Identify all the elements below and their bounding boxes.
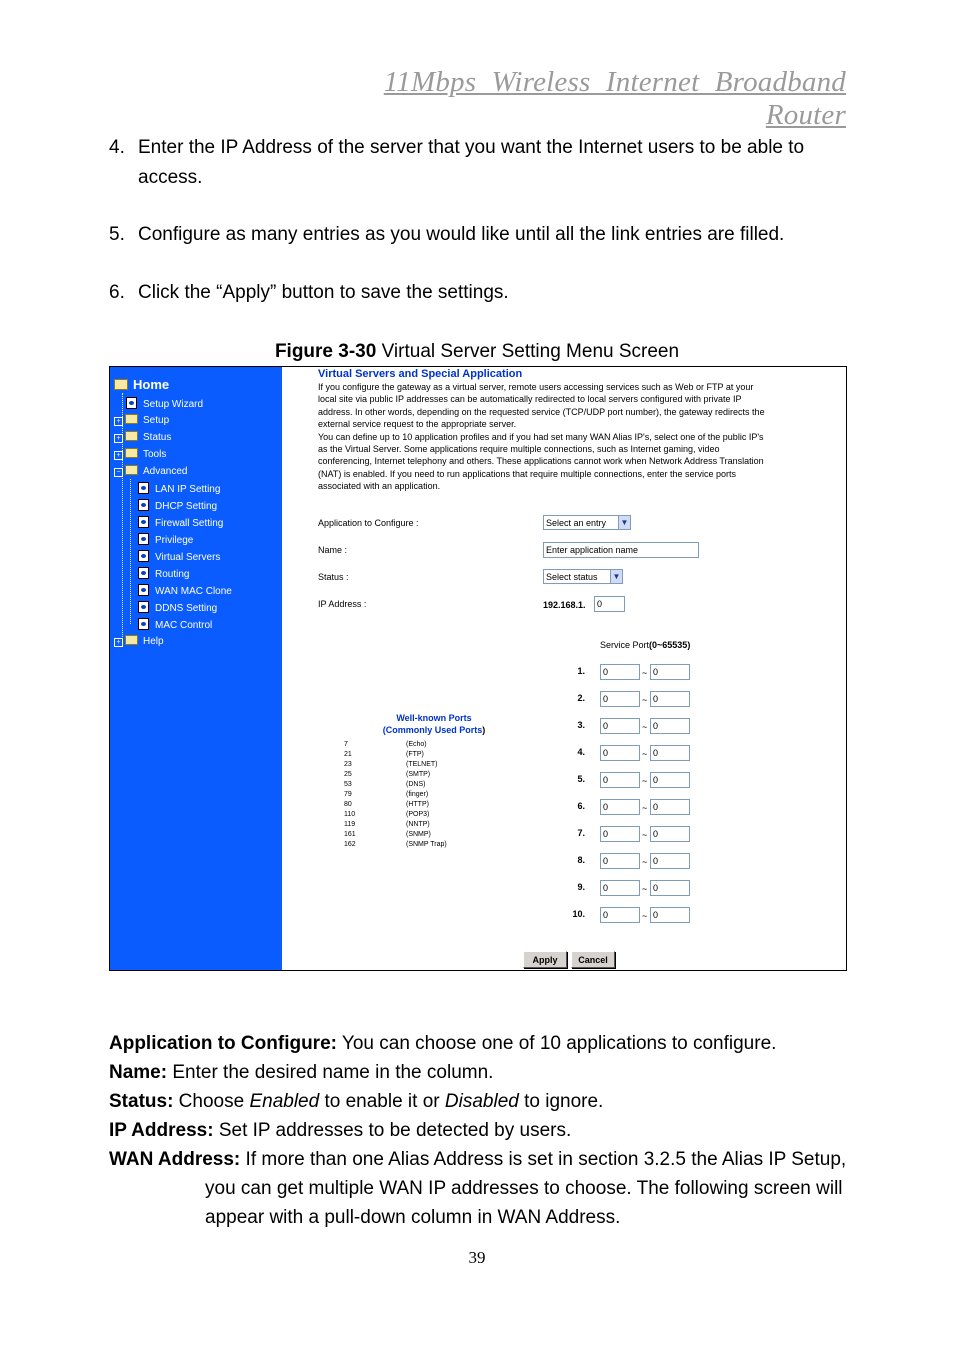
sidebar-item-label: Firewall Setting [155,518,224,529]
well-known-port: 53 [344,781,352,788]
service-port-label: Service Port [600,640,650,650]
sidebar-item-advanced[interactable] [114,465,187,477]
well-known-service: (HTTP) [406,801,429,808]
port-row-number: 3. [577,720,585,730]
desc-term: WAN Address: [109,1149,241,1170]
port-to-input[interactable]: 0 [650,772,690,788]
app-label: Application to Configure : [318,518,419,528]
port-range-tilde: ~ [642,884,648,894]
description-line: If you configure the gateway as a virtual server, remote users accessing services such as Web or FTP at your [318,382,754,392]
name-input[interactable]: Enter application name [543,542,699,558]
port-from-input[interactable]: 0 [600,907,640,923]
sidebar-item-label: Advanced [143,466,188,477]
port-row-number: 5. [577,774,585,784]
desc-ip-address [109,1116,571,1145]
page-icon [138,618,149,630]
step-line: Click the “Apply” button to save the settings. [138,282,509,303]
status-label: Status : [318,572,349,582]
sidebar-item-label: Virtual Servers [155,552,221,563]
port-to-input[interactable]: 0 [650,718,690,734]
desc-name [109,1058,493,1087]
description-line: (NAT) is enabled. If you need to run applications that require multiple connections, enter the service ports [318,468,737,479]
page-icon [138,482,149,494]
step-number: 5. [109,224,125,245]
folder-icon [125,448,138,458]
sidebar-item-lan-ip-setting[interactable] [138,482,220,495]
apply-button[interactable]: Apply [523,951,567,968]
page-icon [138,533,149,545]
sidebar-item-setup-wizard[interactable] [126,397,203,410]
sidebar-item-label: DDNS Setting [155,603,218,614]
sidebar-item-mac-control[interactable] [138,618,212,631]
sidebar-home-label: Home [133,377,170,392]
well-known-port: 119 [344,821,356,828]
description-line: You can define up to 10 application profiles and if you had set many WAN Alias IP's, select one of the public IP's [318,431,764,442]
ip-label: IP Address : [318,599,367,609]
step-number: 4. [109,137,125,158]
well-known-subheading-close: ) [482,725,486,735]
step-5 [109,220,838,250]
port-to-input[interactable]: 0 [650,691,690,707]
port-from-input[interactable]: 0 [600,880,640,896]
sidebar-home[interactable] [114,377,169,392]
ip-prefix: 192.168.1. [543,600,586,610]
figure-label: Figure 3-30 [274,341,377,362]
sidebar-item-label: Privilege [155,535,194,546]
sidebar-item-routing[interactable] [138,567,189,580]
sidebar-item-virtual-servers[interactable] [138,550,220,563]
step-number: 6. [109,282,125,303]
desc-em: Enabled [249,1091,320,1112]
port-row-number: 4. [577,747,585,757]
sidebar-item-setup[interactable] [114,414,169,426]
sidebar-item-ddns-setting[interactable] [138,601,217,614]
page-icon [138,601,149,613]
desc-term: Status: [109,1091,174,1112]
chevron-down-icon: ▼ [610,570,622,583]
service-port-range: (0~65535) [649,640,691,650]
description-line: address. In other words, depending on the requested service (TCP/UDP port number), the gateway redirects the [318,406,765,417]
desc-wan-address [109,1145,846,1174]
page-icon [138,550,149,562]
description-line: external service request to the appropriate server. [318,419,517,430]
page-description [318,381,826,493]
step-line: access. [138,167,203,188]
port-from-input[interactable]: 0 [600,772,640,788]
port-to-input[interactable]: 0 [650,907,690,923]
ip-last-octet-input[interactable]: 0 [594,596,625,612]
page-number: 39 [468,1248,486,1267]
description-line: as the Virtual Server. Some applications require multiple connections, such as Internet gaming, video [318,444,720,455]
well-known-title [364,712,504,736]
desc-text: Enter the desired name in the column. [167,1062,494,1083]
well-known-port: 110 [344,811,356,818]
desc-term: Name: [109,1062,168,1083]
page-icon [138,567,149,579]
port-row-number: 10. [572,909,585,919]
port-row-number: 8. [577,855,585,865]
step-4 [109,133,838,193]
sidebar-item-status[interactable] [114,431,171,443]
port-to-input[interactable]: 0 [650,664,690,680]
description-line: associated with an application. [318,481,441,492]
port-row-number: 2. [577,693,585,703]
tree-line [130,479,131,624]
sidebar-item-dhcp-setting[interactable] [138,499,217,512]
port-range-tilde: ~ [642,776,648,786]
well-known-port: 25 [344,771,352,778]
step-6 [109,278,838,308]
well-known-port: 162 [344,841,356,848]
well-known-heading: Well-known Ports [396,713,472,723]
port-from-input[interactable]: 0 [600,664,640,680]
port-from-input[interactable]: 0 [600,853,640,869]
page-title: Virtual Servers and Special Application [318,368,523,380]
port-range-tilde: ~ [642,830,648,840]
port-to-input[interactable]: 0 [650,745,690,761]
well-known-service: (finger) [406,791,429,798]
port-range-tilde: ~ [642,695,648,705]
well-known-service: (FTP) [406,751,424,758]
port-from-input[interactable]: 0 [600,718,640,734]
port-from-input[interactable]: 0 [600,799,640,815]
port-range-tilde: ~ [642,911,648,921]
port-from-input[interactable]: 0 [600,691,640,707]
desc-em: Disabled [444,1091,519,1112]
name-label: Name : [318,545,348,555]
folder-icon [125,414,138,424]
desc-text: to ignore. [518,1091,604,1112]
desc-application [109,1029,776,1058]
folder-icon [125,635,138,645]
sidebar-item-privilege[interactable] [138,533,193,546]
sidebar-item-label: DHCP Setting [155,501,218,512]
port-to-input[interactable]: 0 [650,853,690,869]
status-select[interactable] [543,569,623,584]
well-known-port: 80 [344,801,352,808]
sidebar-item-tools[interactable] [114,448,166,460]
desc-term: Application to Configure: [109,1033,337,1054]
desc-text: You can choose one of 10 applications to configure. [336,1033,777,1054]
well-known-port: 79 [344,791,352,798]
status-select-value: Select status [546,572,598,582]
well-known-service: (SMTP) [406,771,431,778]
sidebar [110,367,282,970]
well-known-subheading [364,724,504,736]
folder-icon [125,431,138,441]
desc-status [109,1087,603,1116]
well-known-port: 21 [344,751,352,758]
sidebar-item-label: Routing [155,569,190,580]
application-select[interactable] [543,515,631,530]
port-range-tilde: ~ [642,722,648,732]
port-range-tilde: ~ [642,803,648,813]
desc-wan-continuation: appear with a pull-down column in WAN Address. [205,1207,621,1228]
well-known-service: (SNMP Trap) [406,841,447,848]
expand-icon: + [114,451,123,460]
sidebar-item-label: MAC Control [155,620,213,631]
collapse-icon: − [114,468,123,477]
description-line: local site via public IP addresses can be automatically redirected to local servers configured with private IP [318,394,742,405]
chevron-down-icon: ▼ [618,516,630,529]
desc-text: If more than one Alias Address is set in section 3.2.5 the Alias IP Setup, [240,1149,847,1170]
sidebar-item-help[interactable] [114,635,164,647]
folder-icon [114,379,128,390]
tree-line [122,393,123,639]
desc-text: Choose [173,1091,250,1112]
well-known-subheading-text: (Commonly Used Ports [382,725,483,735]
figure-caption [0,341,954,363]
sidebar-item-label: Tools [143,449,167,460]
port-to-input[interactable]: 0 [650,880,690,896]
page-icon [138,584,149,596]
figure-title: Virtual Server Setting Menu Screen [376,341,680,362]
port-to-input[interactable]: 0 [650,826,690,842]
well-known-service: (TELNET) [406,761,438,768]
port-row-number: 1. [577,666,585,676]
step-line: Enter the IP Address of the server that you want the Internet users to be able to [138,137,805,158]
port-row-number: 7. [577,828,585,838]
router-screenshot [109,366,847,971]
well-known-service: (DNS) [406,781,426,788]
service-port-title [600,640,690,650]
sidebar-item-firewall-setting[interactable] [138,516,223,529]
cancel-button[interactable]: Cancel [571,951,615,968]
sidebar-item-label: Setup Wizard [143,399,204,410]
expand-icon: + [114,638,123,647]
well-known-service: (NNTP) [406,821,430,828]
sidebar-item-label: Help [143,636,164,647]
sidebar-item-wan-mac-clone[interactable] [138,584,232,597]
port-row-number: 6. [577,801,585,811]
sidebar-item-label: Status [143,432,172,443]
port-from-input[interactable]: 0 [600,826,640,842]
sidebar-item-label: WAN MAC Clone [155,586,232,597]
page-icon [138,516,149,528]
port-range-tilde: ~ [642,668,648,678]
page-header: 11Mbps Wireless Internet Broadband Router [383,66,846,131]
page-icon [138,499,149,511]
port-from-input[interactable]: 0 [600,745,640,761]
page-icon [126,397,137,409]
folder-open-icon [125,465,138,475]
port-range-tilde: ~ [642,749,648,759]
port-to-input[interactable]: 0 [650,799,690,815]
well-known-service: (POP3) [406,811,430,818]
expand-icon: + [114,417,123,426]
step-line: Configure as many entries as you would like until all the link entries are filled. [138,224,785,245]
well-known-port: 23 [344,761,352,768]
application-select-value: Select an entry [546,518,607,528]
port-range-tilde: ~ [642,857,648,867]
description-line: conferencing, Internet telephony and others. These applications cannot work when Network Address Translation [318,456,764,467]
port-row-number: 9. [577,882,585,892]
well-known-port: 161 [344,831,356,838]
expand-icon: + [114,434,123,443]
well-known-service: (Echo) [406,741,427,748]
desc-wan-continuation: you can get multiple WAN IP addresses to choose. The following screen will [205,1178,843,1199]
desc-text: to enable it or [319,1091,445,1112]
sidebar-item-label: LAN IP Setting [155,484,221,495]
desc-term: IP Address: [109,1120,214,1141]
sidebar-item-label: Setup [143,415,170,426]
well-known-service: (SNMP) [406,831,431,838]
desc-text: Set IP addresses to be detected by users. [213,1120,572,1141]
well-known-port: 7 [344,741,348,748]
